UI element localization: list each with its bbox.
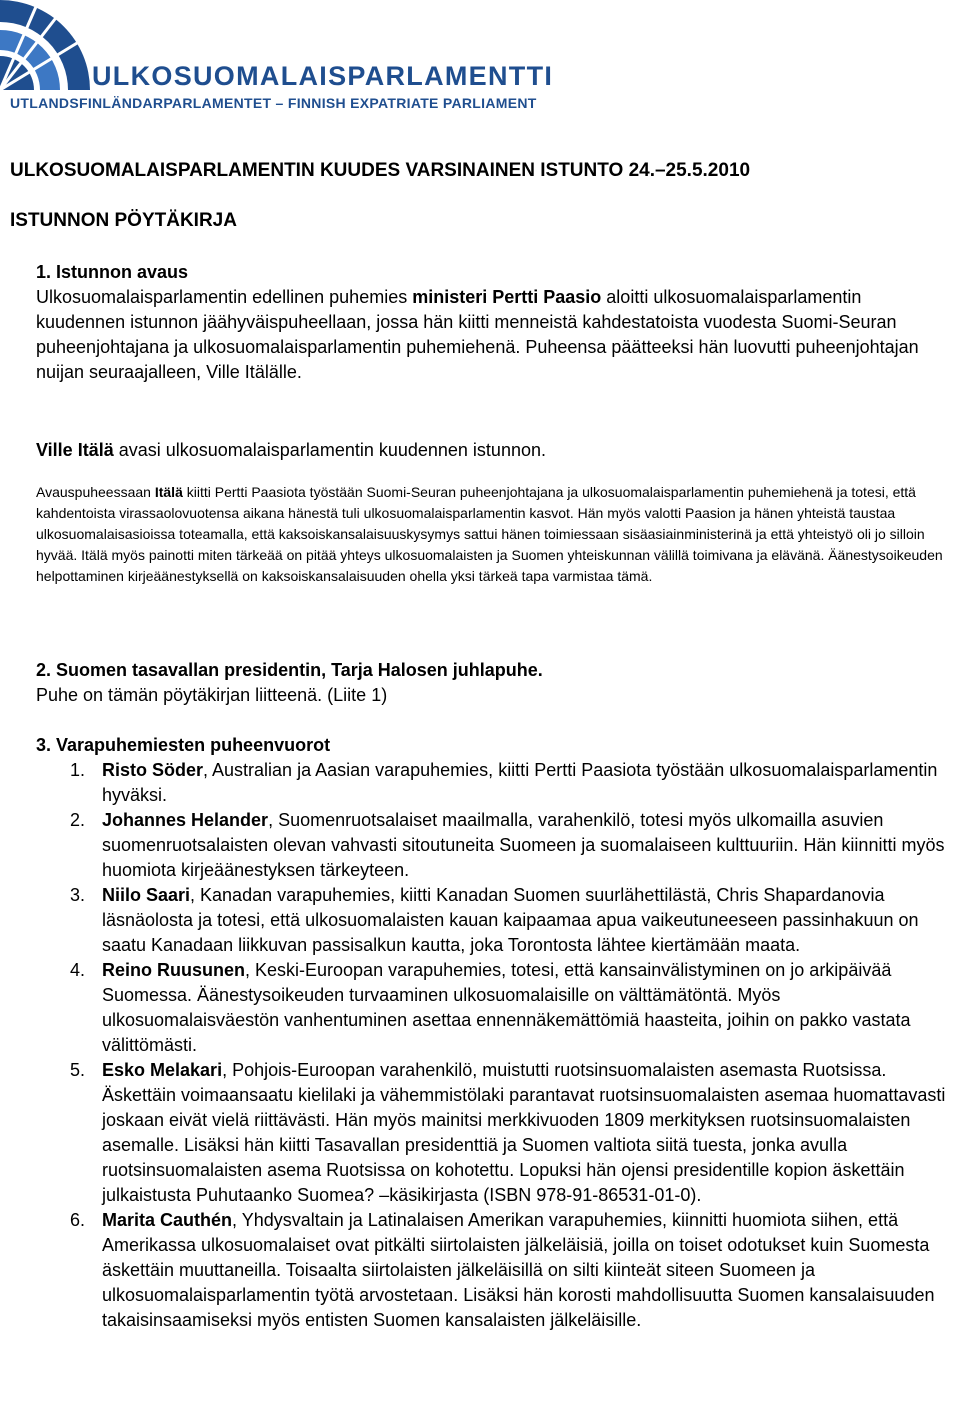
list-item: 3. Niilo Saari, Kanadan varapuhemies, kiitti Kanadan Suomen suurlähettilästä, Chris Shapardanovia läsnäolosta ja totesi, että ulkosuomalaisten kauan kaipaamaa apua vaikeutuneeseen passinhakuun on saatu Kanadaan liikkuvan passisalkun kautta, joka Torontosta lähtee kiertämään maata. bbox=[70, 885, 919, 955]
document-title: ULKOSUOMALAISPARLAMENTIN KUUDES VARSINAINEN ISTUNTO 24.–25.5.2010 bbox=[10, 160, 751, 181]
section-2-heading: 2. Suomen tasavallan presidentin, Tarja Halosen juhlapuhe. bbox=[36, 660, 543, 680]
section-1-heading: 1. Istunnon avaus bbox=[36, 262, 189, 282]
speaker-name: Itälä bbox=[154, 484, 183, 500]
speaker-name: ministeri Pertti Paasio bbox=[412, 287, 602, 307]
section-1-speech bbox=[36, 482, 951, 587]
list-item: 2. Johannes Helander, Suomenruotsalaiset maailmalla, varahenkilö, totesi myös ulkomailla asuvien suomenruotsalaisten olevan vahvasti sitoutuneita Suomeen ja suomalaiseen kulttuuriin. Hän kiinnitti myös huomiota kirjeäänestyksen tärkeyteen. bbox=[70, 810, 945, 880]
parliament-logo bbox=[0, 0, 92, 90]
section-1 bbox=[36, 260, 951, 385]
section-1-paragraph-2: Ville Itälä avasi ulkosuomalaisparlamentin kuudennen istunnon. bbox=[36, 440, 546, 460]
speaker-name: Ville Itälä bbox=[36, 440, 114, 460]
section-1-paragraph-3: Avauspuheessaan Itälä kiitti Pertti Paasiota työstään Suomi-Seuran puheenjohtajana ja ulkosuomalaisparlamentin puhemiehenä ja totesi, että kahdentoista virassaolovuotensa aikana hänestä tuli ulkosuomalaisparlamentin kasvot. Hän myös valotti Paasion ja hänen yhteistä taustaa ulkosuomalaisasioissa toteamalla, että kaksoiskansalaisuuskysymys sattui hänen toimiessaan sisäasiainministerinä ja että yhteistyö oli jo silloin hyvää. Itälä myös painotti miten tärkeää on pitää yhteys ulkosuomalaisten ja Suomen yhteiskunnan välillä toimivana ja elävänä. Äänestysoikeuden helpottaminen kirjeäänestyksellä on kaksoiskansalaisuuden ohella yksi tärkeä tapa varmistaa tämä. bbox=[36, 484, 943, 584]
section-2 bbox=[36, 658, 951, 708]
list-item: 4. Reino Ruusunen, Keski-Euroopan varapuhemies, totesi, että kansainvälistyminen on jo arkipäivää Suomessa. Äänestysoikeuden turvaaminen ulkosuomalaisille on välttämätöntä. Myös ulkosuomalaisväestön vanhentuminen asettaa ennennäkemättömiä haasteita, joihin on pakko vastata välittömästi. bbox=[70, 960, 911, 1055]
vice-speakers-list bbox=[36, 758, 951, 1333]
section-3 bbox=[36, 733, 951, 1333]
section-1-paragraph-1: Ulkosuomalaisparlamentin edellinen puhemies ministeri Pertti Paasio aloitti ulkosuomalaisparlamentin kuudennen istunnon jäähyväispuheellaan, jossa hän kiitti menneistä kahdestatoista vuodesta Suomi-Seuran puheenjohtajana ja ulkosuomalaisparlamentin puhemiehenä. Puheensa päätteeksi hän luovutti puheenjohtajan nuijan seuraajalleen, Ville Itälälle. bbox=[36, 287, 919, 382]
section-1-opening bbox=[36, 438, 951, 463]
list-item: 6. Marita Cauthén, Yhdysvaltain ja Latinalaisen Amerikan varapuhemies, kiinnitti huomiota siihen, että Amerikassa ulkosuomalaiset ovat pitkälti siirtolaisten jälkeläisiä, joilla on toiset odotukset kuin Suomesta äskettäin muuttaneilla. Toisaalta siirtolaisten jälkeläisillä on silti kiinteät siteen Suomeen ja ulkosuomalaisparlamentin työtä arvostetaan. Lisäksi hän korosti mahdollisuutta Suomen kansalaisuuden takaisinsaamiseksi myös entisten Suomen kansalaisten jälkeläisille. bbox=[70, 1210, 935, 1330]
document-subtitle: ISTUNNON PÖYTÄKIRJA bbox=[10, 210, 237, 231]
list-item: 1. Risto Söder, Australian ja Aasian varapuhemies, kiitti Pertti Paasiota työstään ulkosuomalaisparlamentin hyväksi. bbox=[70, 760, 938, 805]
logo-emblem-icon bbox=[0, 0, 90, 90]
list-item: 5. Esko Melakari, Pohjois-Euroopan varahenkilö, muistutti ruotsinsuomalaisten asemasta Ruotsissa. Äskettäin voimaansaatu kielilaki ja vähemmistölaki parantavat ruotsinsuomalaisten asemaa huomattavasti joskaan eivät vielä riittävästi. Hän myös mainitsi merkkivuoden 1809 merkityksen ruotsinsuomalaisten asemalle. Lisäksi hän kiitti Tasavallan presidenttiä ja Suomen valtiota siitä tuesta, jonka avulla ruotsinsuomalaisten asema Ruotsissa on kohotettu. Lopuksi hän ojensi presidentille kopion äskettäin julkaistusta Puhutaanko Suomea? –käsikirjasta (ISBN 978-91-86531-01-0). bbox=[70, 1060, 946, 1205]
section-2-text: Puhe on tämän pöytäkirjan liitteenä. (Liite 1) bbox=[36, 685, 388, 705]
section-3-heading: 3. Varapuhemiesten puheenvuorot bbox=[36, 735, 331, 755]
organization-subtitle: UTLANDSFINLÄNDARPARLAMENTET – FINNISH EXPATRIATE PARLIAMENT bbox=[10, 95, 537, 111]
organization-title: ULKOSUOMALAISPARLAMENTTI bbox=[92, 61, 554, 91]
